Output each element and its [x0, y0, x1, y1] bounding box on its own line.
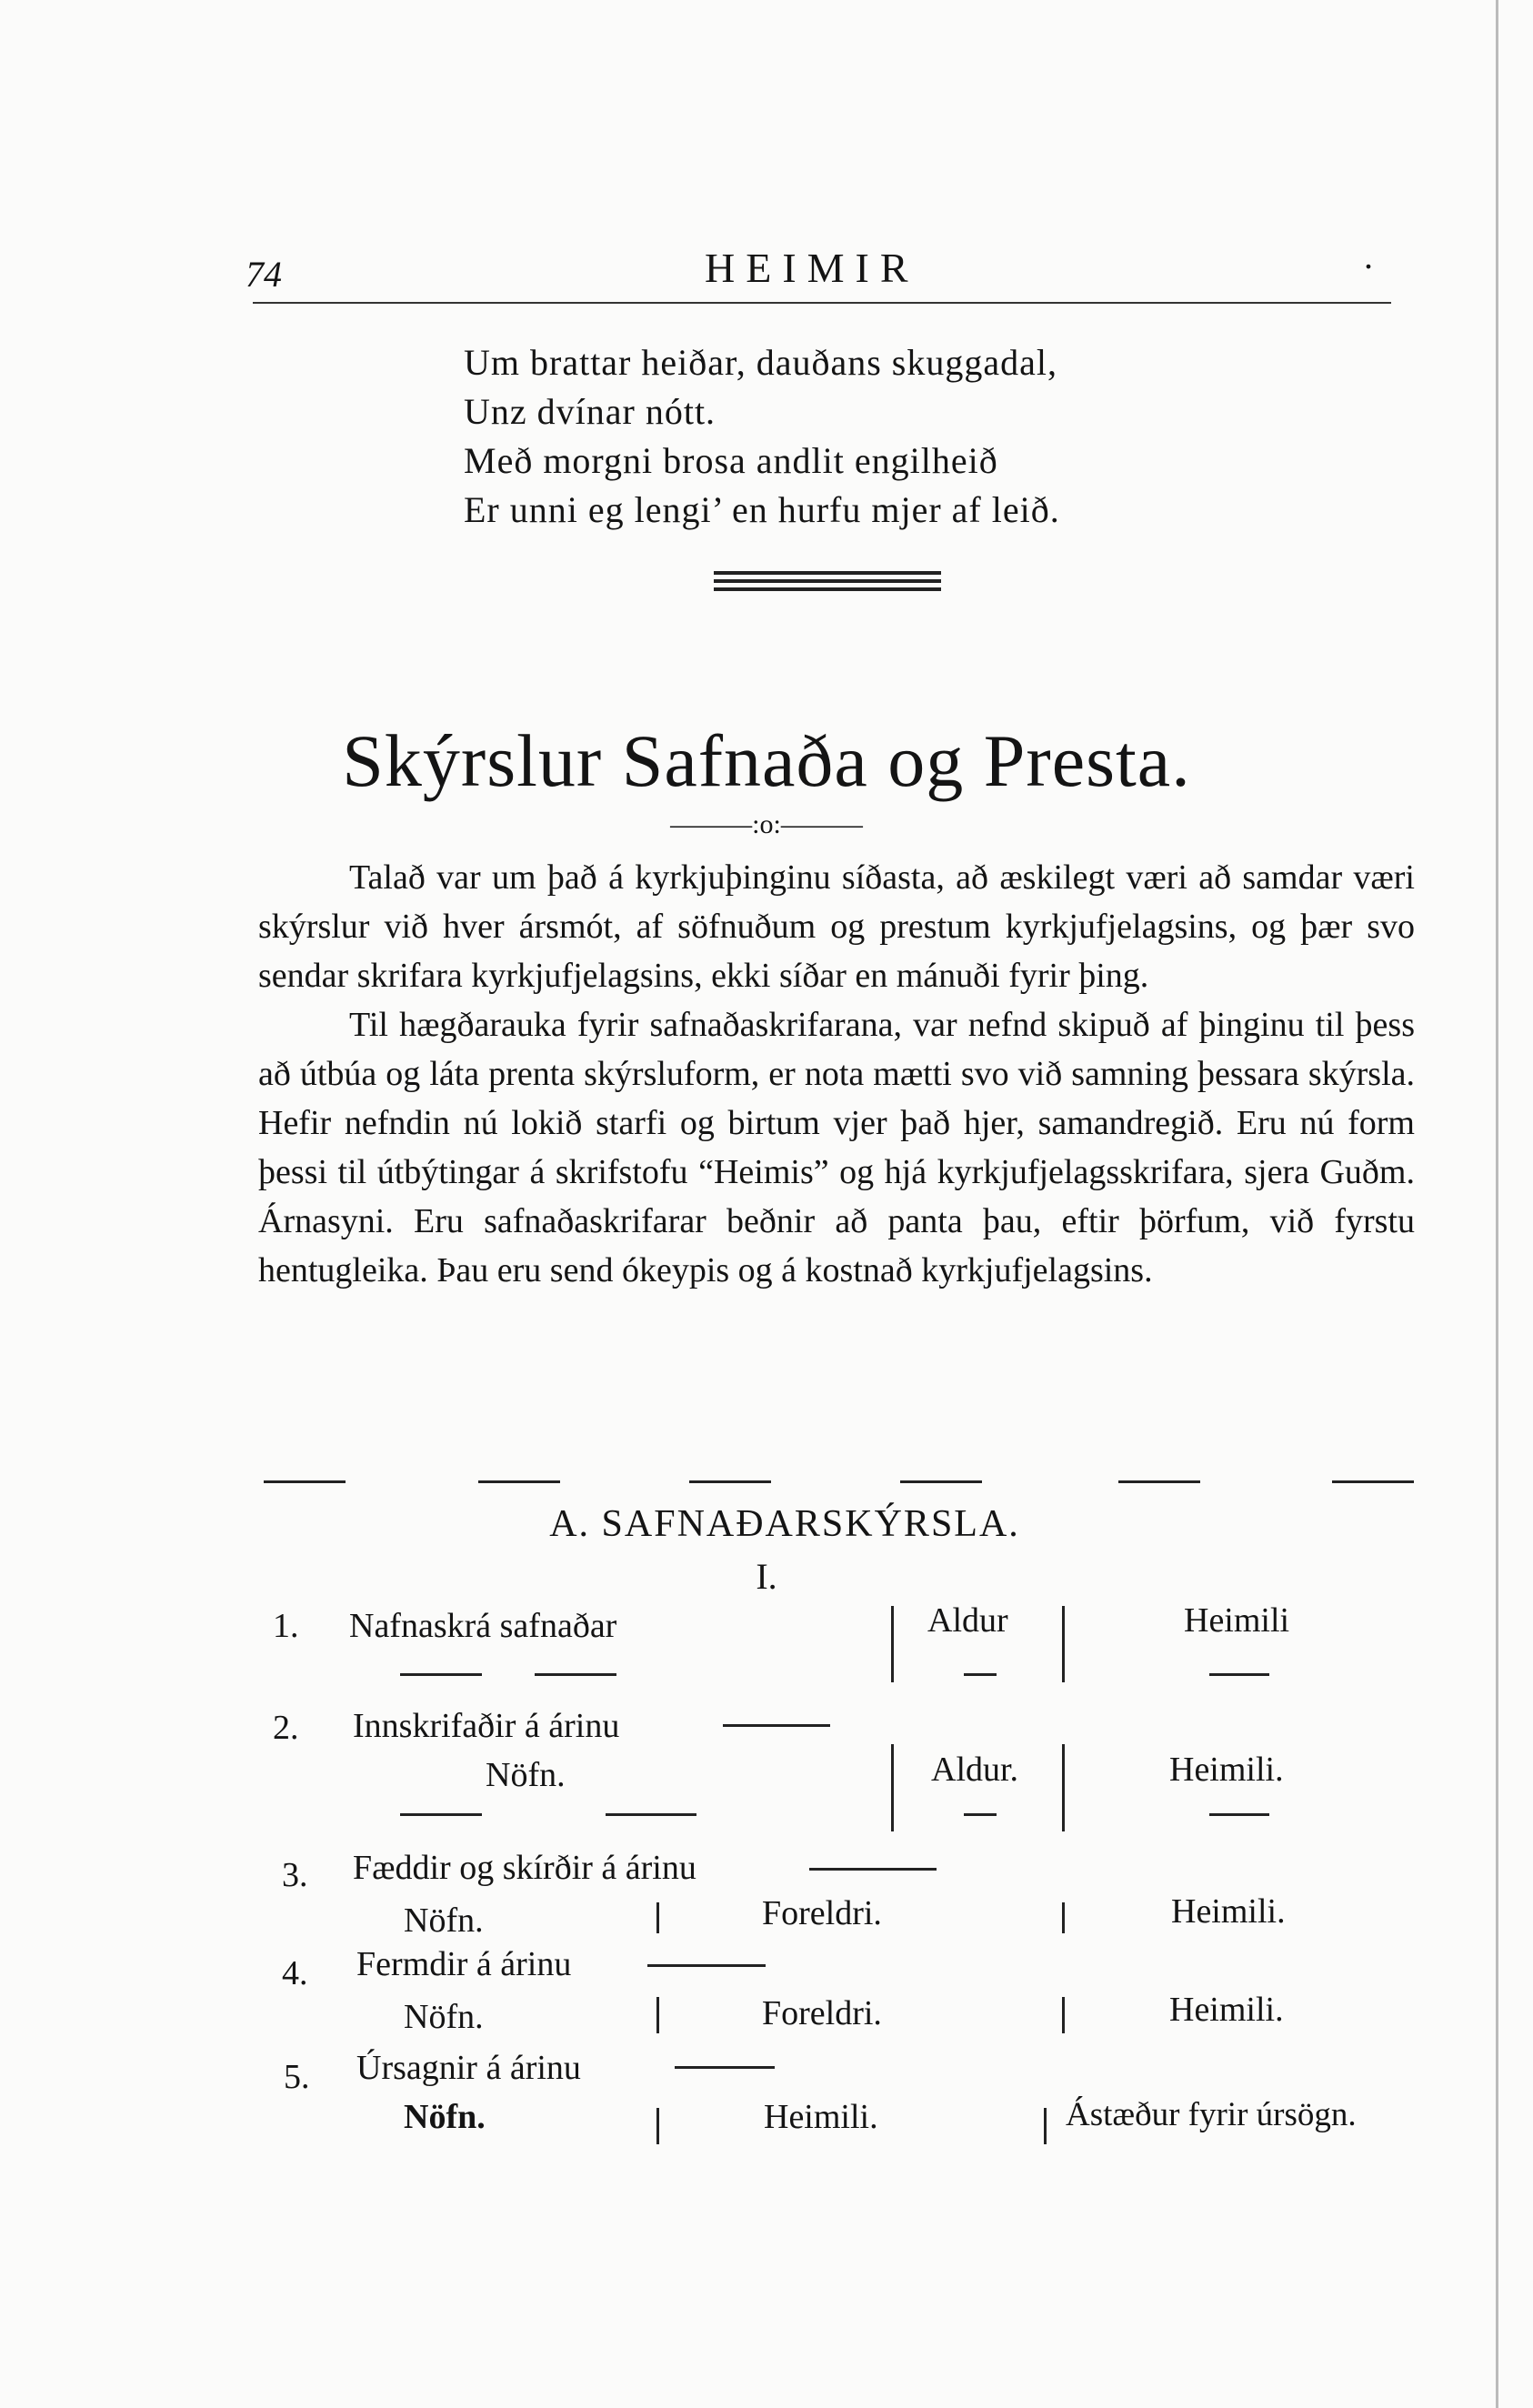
blank-dash	[1209, 1673, 1269, 1676]
blank-dash	[964, 1813, 997, 1816]
label-dash	[723, 1724, 830, 1727]
column-rule	[1062, 1744, 1065, 1831]
column-heading: Aldur	[927, 1601, 1008, 1640]
column-rule	[1044, 2108, 1047, 2144]
section-subtitle: I.	[756, 1556, 777, 1597]
paragraph: Talað var um það á kyrkjuþinginu síðasta, að æskilegt væri að samdar væri skýrslur við hver ársmót, af söfnuðum og prestum kyrkjufjelagsins, og þær svo sendar skrifara kyrkjufjelagsins, ekki síðar en mánuði fyrir þing.	[258, 858, 1415, 995]
column-heading: Heimili.	[1169, 1991, 1284, 2029]
dash-divider	[264, 1480, 1417, 1486]
column-heading: Heimili.	[764, 2098, 878, 2136]
item-sub-heading: Nöfn.	[404, 1998, 484, 2036]
item-sub-heading: Nöfn.	[404, 2098, 486, 2136]
item-label: Úrsagnir á árinu	[356, 2049, 581, 2087]
poem-line: Með morgni brosa andlit engilheið	[464, 440, 998, 481]
item-number: 1.	[273, 1607, 299, 1645]
column-rule	[891, 1606, 894, 1682]
item-number: 3.	[282, 1856, 308, 1894]
blank-dash	[400, 1813, 482, 1816]
page-number: 74	[245, 254, 282, 295]
column-heading: Heimili.	[1169, 1751, 1284, 1789]
item-number: 4.	[282, 1954, 308, 1992]
header-dot: .	[1364, 236, 1373, 276]
column-heading: Heimili	[1184, 1601, 1290, 1640]
running-header	[245, 235, 1400, 298]
page-edge-line	[1496, 0, 1498, 2408]
label-dash	[647, 1964, 766, 1967]
column-rule	[1062, 1606, 1065, 1682]
blank-dash	[535, 1673, 616, 1676]
poem-stanza	[464, 338, 1191, 535]
column-heading: Foreldri.	[762, 1894, 882, 1932]
item-number: 5.	[284, 2058, 310, 2096]
item-label: Fæddir og skírðir á árinu	[353, 1849, 696, 1887]
running-title: HEIMIR	[705, 245, 919, 291]
column-heading: Heimili.	[1171, 1892, 1286, 1931]
section-title: A. SAFNAÐARSKÝRSLA.	[549, 1503, 1020, 1545]
column-heading: Foreldri.	[762, 1994, 882, 2032]
poem-line: Er unni eg lengi’ en hurfu mjer af leið.	[464, 489, 1060, 530]
item-sub-heading: Nöfn.	[404, 1901, 484, 1940]
item-label: Fermdir á árinu	[356, 1945, 572, 1983]
section-ornament	[714, 571, 941, 595]
column-heading: Ástæður fyrir úrsögn.	[1066, 2096, 1357, 2133]
blank-dash	[606, 1813, 696, 1816]
column-rule	[1062, 1997, 1065, 2033]
poem-line: Unz dvínar nótt.	[464, 391, 716, 432]
column-rule	[656, 1997, 659, 2033]
paragraph: Til hægðarauka fyrir safnaðaskrifarana, var nefnd skipuð af þinginu til þess að útbúa og láta prenta skýrsluform, er nota mætti svo við samning þessara skýrsla. Hefir nefndin nú lokið starfi og birtum vjer það hjer, samandregið. Eru nú form þessi til útbýtingar á skrifstofu “Heimis” og hjá kyrkjufjelagsskrifara, sjera Guðm. Árnasyni. Eru safnaðaskrifarar beðnir að panta þau, eftir þörfum, við fyrstu hentugleika. Þau eru send ókeypis og á kostnað kyrkjufjelagsins.	[258, 1006, 1415, 1289]
item-sub-heading: Nöfn.	[486, 1756, 566, 1794]
blank-dash	[400, 1673, 482, 1676]
article-title: Skýrslur Safnaða og Presta.	[342, 719, 1191, 802]
column-heading: Aldur.	[931, 1751, 1019, 1789]
poem-line: Um brattar heiðar, dauðans skuggadal,	[464, 342, 1057, 383]
label-dash	[809, 1868, 937, 1871]
title-separator: ———:o:———	[670, 809, 863, 839]
item-number: 2.	[273, 1709, 299, 1747]
column-rule	[891, 1744, 894, 1831]
item-label: Nafnaskrá safnaðar	[349, 1607, 617, 1645]
header-rule	[253, 302, 1391, 304]
blank-dash	[964, 1673, 997, 1676]
label-dash	[675, 2066, 775, 2069]
blank-dash	[1209, 1813, 1269, 1816]
article-body	[258, 853, 1415, 1295]
item-label: Innskrifaðir á árinu	[353, 1707, 620, 1745]
column-rule	[1062, 1902, 1065, 1933]
column-rule	[656, 1902, 659, 1933]
column-rule	[656, 2108, 659, 2144]
